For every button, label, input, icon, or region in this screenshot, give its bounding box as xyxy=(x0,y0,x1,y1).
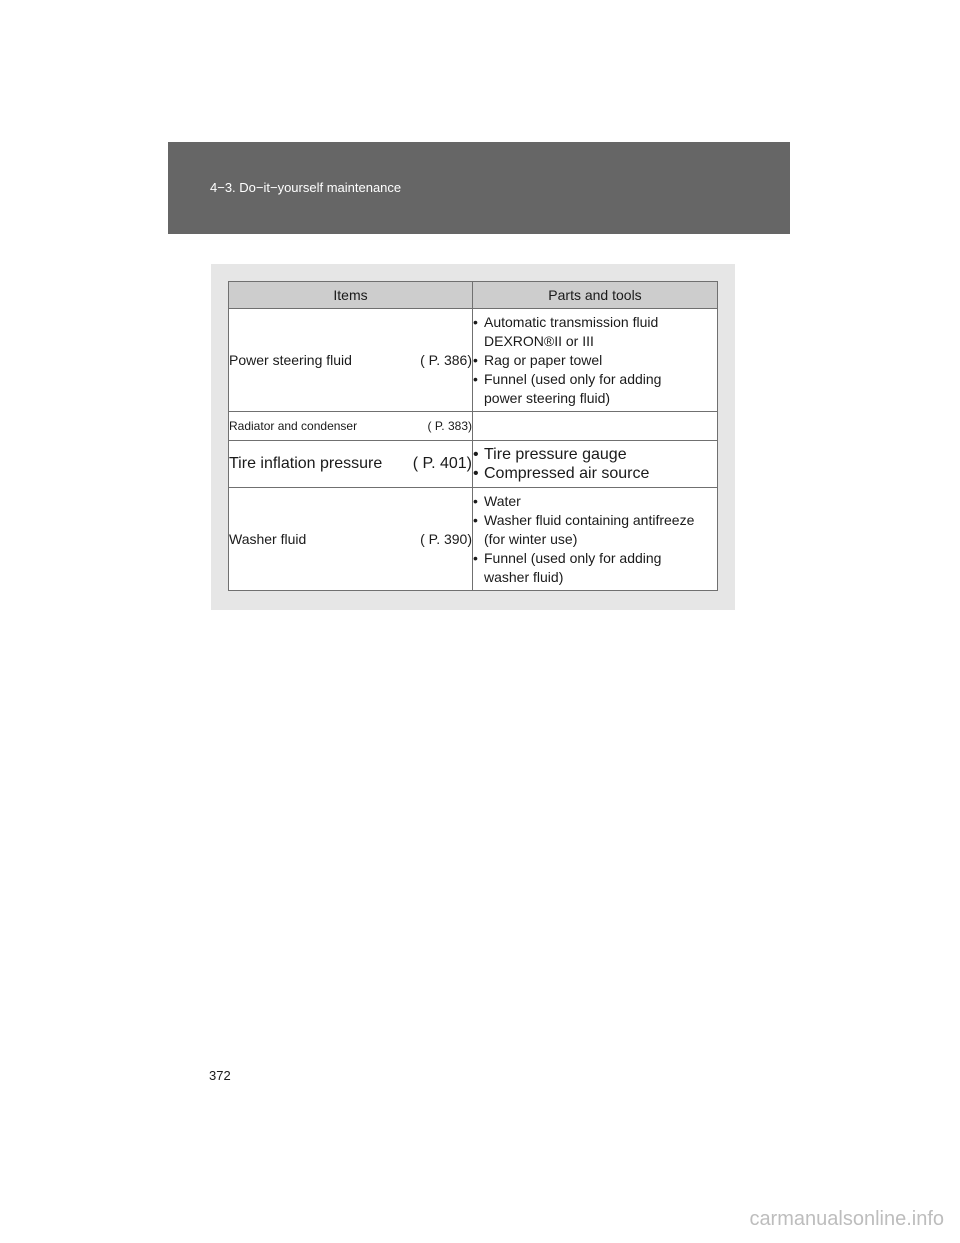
table-row xyxy=(229,412,718,441)
items-parts-table xyxy=(228,281,718,591)
page-reference: ( P. 386) xyxy=(420,352,472,368)
parts-list xyxy=(473,445,717,483)
page-number: 372 xyxy=(209,1068,231,1083)
parts-list xyxy=(473,313,717,408)
table-row xyxy=(229,309,718,412)
table-row xyxy=(229,441,718,488)
item-name: Power steering fluid xyxy=(229,352,352,368)
parts-cell xyxy=(473,488,718,591)
parts-cell xyxy=(473,412,718,441)
item-name: Tire inflation pressure xyxy=(229,455,383,472)
parts-cell xyxy=(473,441,718,488)
item-name: Radiator and condenser xyxy=(229,419,358,433)
list-item: • Automatic transmission fluid DEXRON®II or III xyxy=(473,313,717,351)
list-item: • Funnel (used only for adding power steering fluid) xyxy=(473,370,717,408)
page-reference: ( P. 401) xyxy=(412,455,472,472)
item-cell xyxy=(229,309,473,412)
item-name: Washer fluid xyxy=(229,531,307,547)
list-item: • Compressed air source xyxy=(473,464,717,483)
section-title: 4−3. Do−it−yourself maintenance xyxy=(210,180,402,195)
table-row xyxy=(229,488,718,591)
list-item: • Tire pressure gauge xyxy=(473,445,717,464)
table-header-row xyxy=(229,282,718,309)
list-item: • Washer fluid containing antifreeze (for winter use) xyxy=(473,511,717,549)
page-reference: ( P. 390) xyxy=(420,531,472,547)
watermark: carmanualsonline.info xyxy=(749,1208,944,1230)
parts-list xyxy=(473,492,717,587)
list-item: • Water xyxy=(473,492,717,511)
list-item: • Funnel (used only for adding washer fluid) xyxy=(473,549,717,587)
item-cell xyxy=(229,488,473,591)
page-reference: ( P. 383) xyxy=(427,419,472,433)
section-header-bar xyxy=(168,142,790,234)
maintenance-items-panel xyxy=(211,264,735,610)
column-header-items: Items xyxy=(229,282,473,309)
parts-cell xyxy=(473,309,718,412)
column-header-parts: Parts and tools xyxy=(473,282,718,309)
item-cell xyxy=(229,441,473,488)
list-item: • Rag or paper towel xyxy=(473,351,717,370)
item-cell xyxy=(229,412,473,441)
